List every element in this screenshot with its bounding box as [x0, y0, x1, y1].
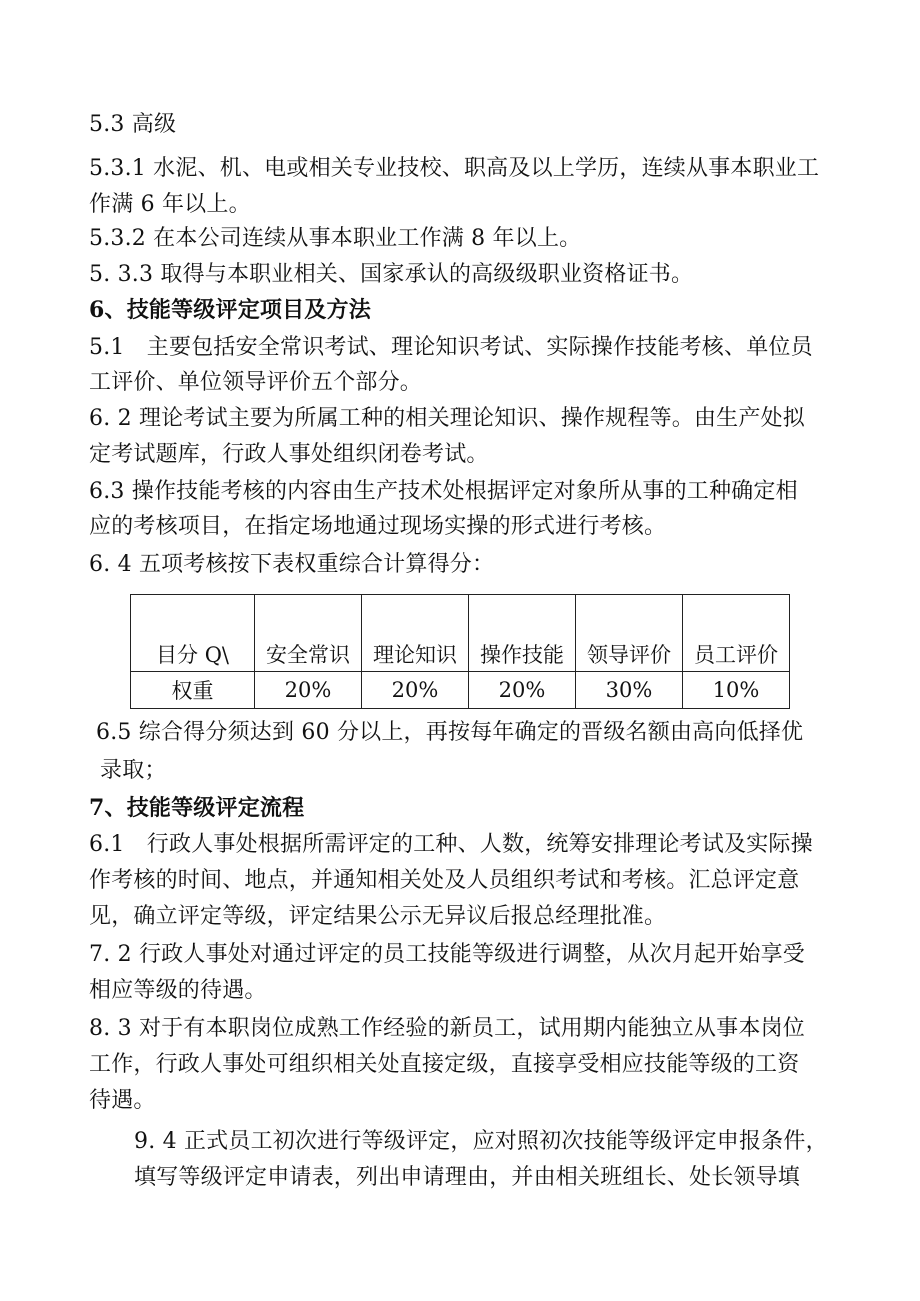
weight-table-header-row	[131, 595, 790, 672]
table-header-cell: 理论知识	[362, 595, 469, 672]
table-header-cell: 领导评价	[576, 595, 683, 672]
paragraph-line: 作考核的时间、地点，并通知相关处及人员组织考试和考核。汇总评定意	[89, 868, 800, 893]
paragraph-line: 6. 2 理论考试主要为所属工种的相关理论知识、操作规程等。由生产处拟	[89, 406, 805, 431]
paragraph-line: 应的考核项目，在指定场地通过现场实操的形式进行考核。	[89, 514, 667, 539]
table-cell: 20%	[255, 672, 362, 709]
table-cell: 20%	[362, 672, 469, 709]
paragraph-line: 工评价、单位领导评价五个部分。	[89, 370, 423, 395]
paragraph-line: 6.3 操作技能考核的内容由生产技术处根据评定对象所从事的工种确定相	[89, 479, 798, 504]
table-header-cell: 操作技能	[469, 595, 576, 672]
table-cell: 10%	[683, 672, 790, 709]
paragraph-line: 7. 2 行政人事处对通过评定的员工技能等级进行调整，从次月起开始享受	[89, 942, 805, 967]
paragraph-line: 6.1 行政人事处根据所需评定的工种、人数，统筹安排理论考试及实际操	[89, 832, 813, 857]
table-header-cell: 员工评价	[683, 595, 790, 672]
weight-table	[130, 594, 790, 709]
paragraph-line: 5.3.2 在本公司连续从事本职业工作满 8 年以上。	[89, 226, 582, 251]
paragraph-line: 8. 3 对于有本职岗位成熟工作经验的新员工，试用期内能独立从事本岗位	[89, 1016, 805, 1041]
paragraph-line: 工作，行政人事处可组织相关处直接定级，直接享受相应技能等级的工资	[89, 1052, 800, 1077]
section-7-heading: 7、技能等级评定流程	[89, 795, 305, 821]
paragraph-line: 见，确立评定等级，评定结果公示无异议后报总经理批准。	[89, 904, 667, 929]
paragraph-line: 相应等级的待遇。	[89, 978, 267, 1003]
weight-table-row	[131, 672, 790, 709]
paragraph-line: 9. 4 正式员工初次进行等级评定，应对照初次技能等级评定申报条件，	[134, 1129, 828, 1154]
paragraph-line: 录取；	[100, 758, 167, 783]
paragraph-line: 6.5 综合得分须达到 60 分以上，再按每年确定的晋级名额由高向低择优	[96, 720, 804, 745]
paragraph-line: 5.1 主要包括安全常识考试、理论知识考试、实际操作技能考核、单位员	[89, 335, 813, 360]
table-cell: 20%	[469, 672, 576, 709]
table-cell: 30%	[576, 672, 683, 709]
paragraph-line: 定考试题库，行政人事处组织闭卷考试。	[89, 442, 489, 467]
table-row-label: 权重	[131, 672, 255, 709]
paragraph-line: 5. 3.3 取得与本职业相关、国家承认的高级级职业资格证书。	[89, 262, 694, 287]
paragraph-line: 5.3.1 水泥、机、电或相关专业技校、职高及以上学历，连续从事本职业工	[89, 156, 820, 181]
table-header-cell: 安全常识	[255, 595, 362, 672]
paragraph-line: 6. 4 五项考核按下表权重综合计算得分：	[89, 552, 495, 577]
paragraph-line: 填写等级评定申请表，列出申请理由，并由相关班组长、处长领导填	[134, 1165, 801, 1190]
table-corner-cell: 目分 Q\	[131, 595, 255, 672]
section-6-heading: 6、技能等级评定项目及方法	[89, 297, 371, 323]
paragraph-line: 作满 6 年以上。	[89, 192, 251, 217]
paragraph-line: 待遇。	[89, 1088, 156, 1113]
section-5-3-heading: 5.3 高级	[89, 112, 177, 137]
